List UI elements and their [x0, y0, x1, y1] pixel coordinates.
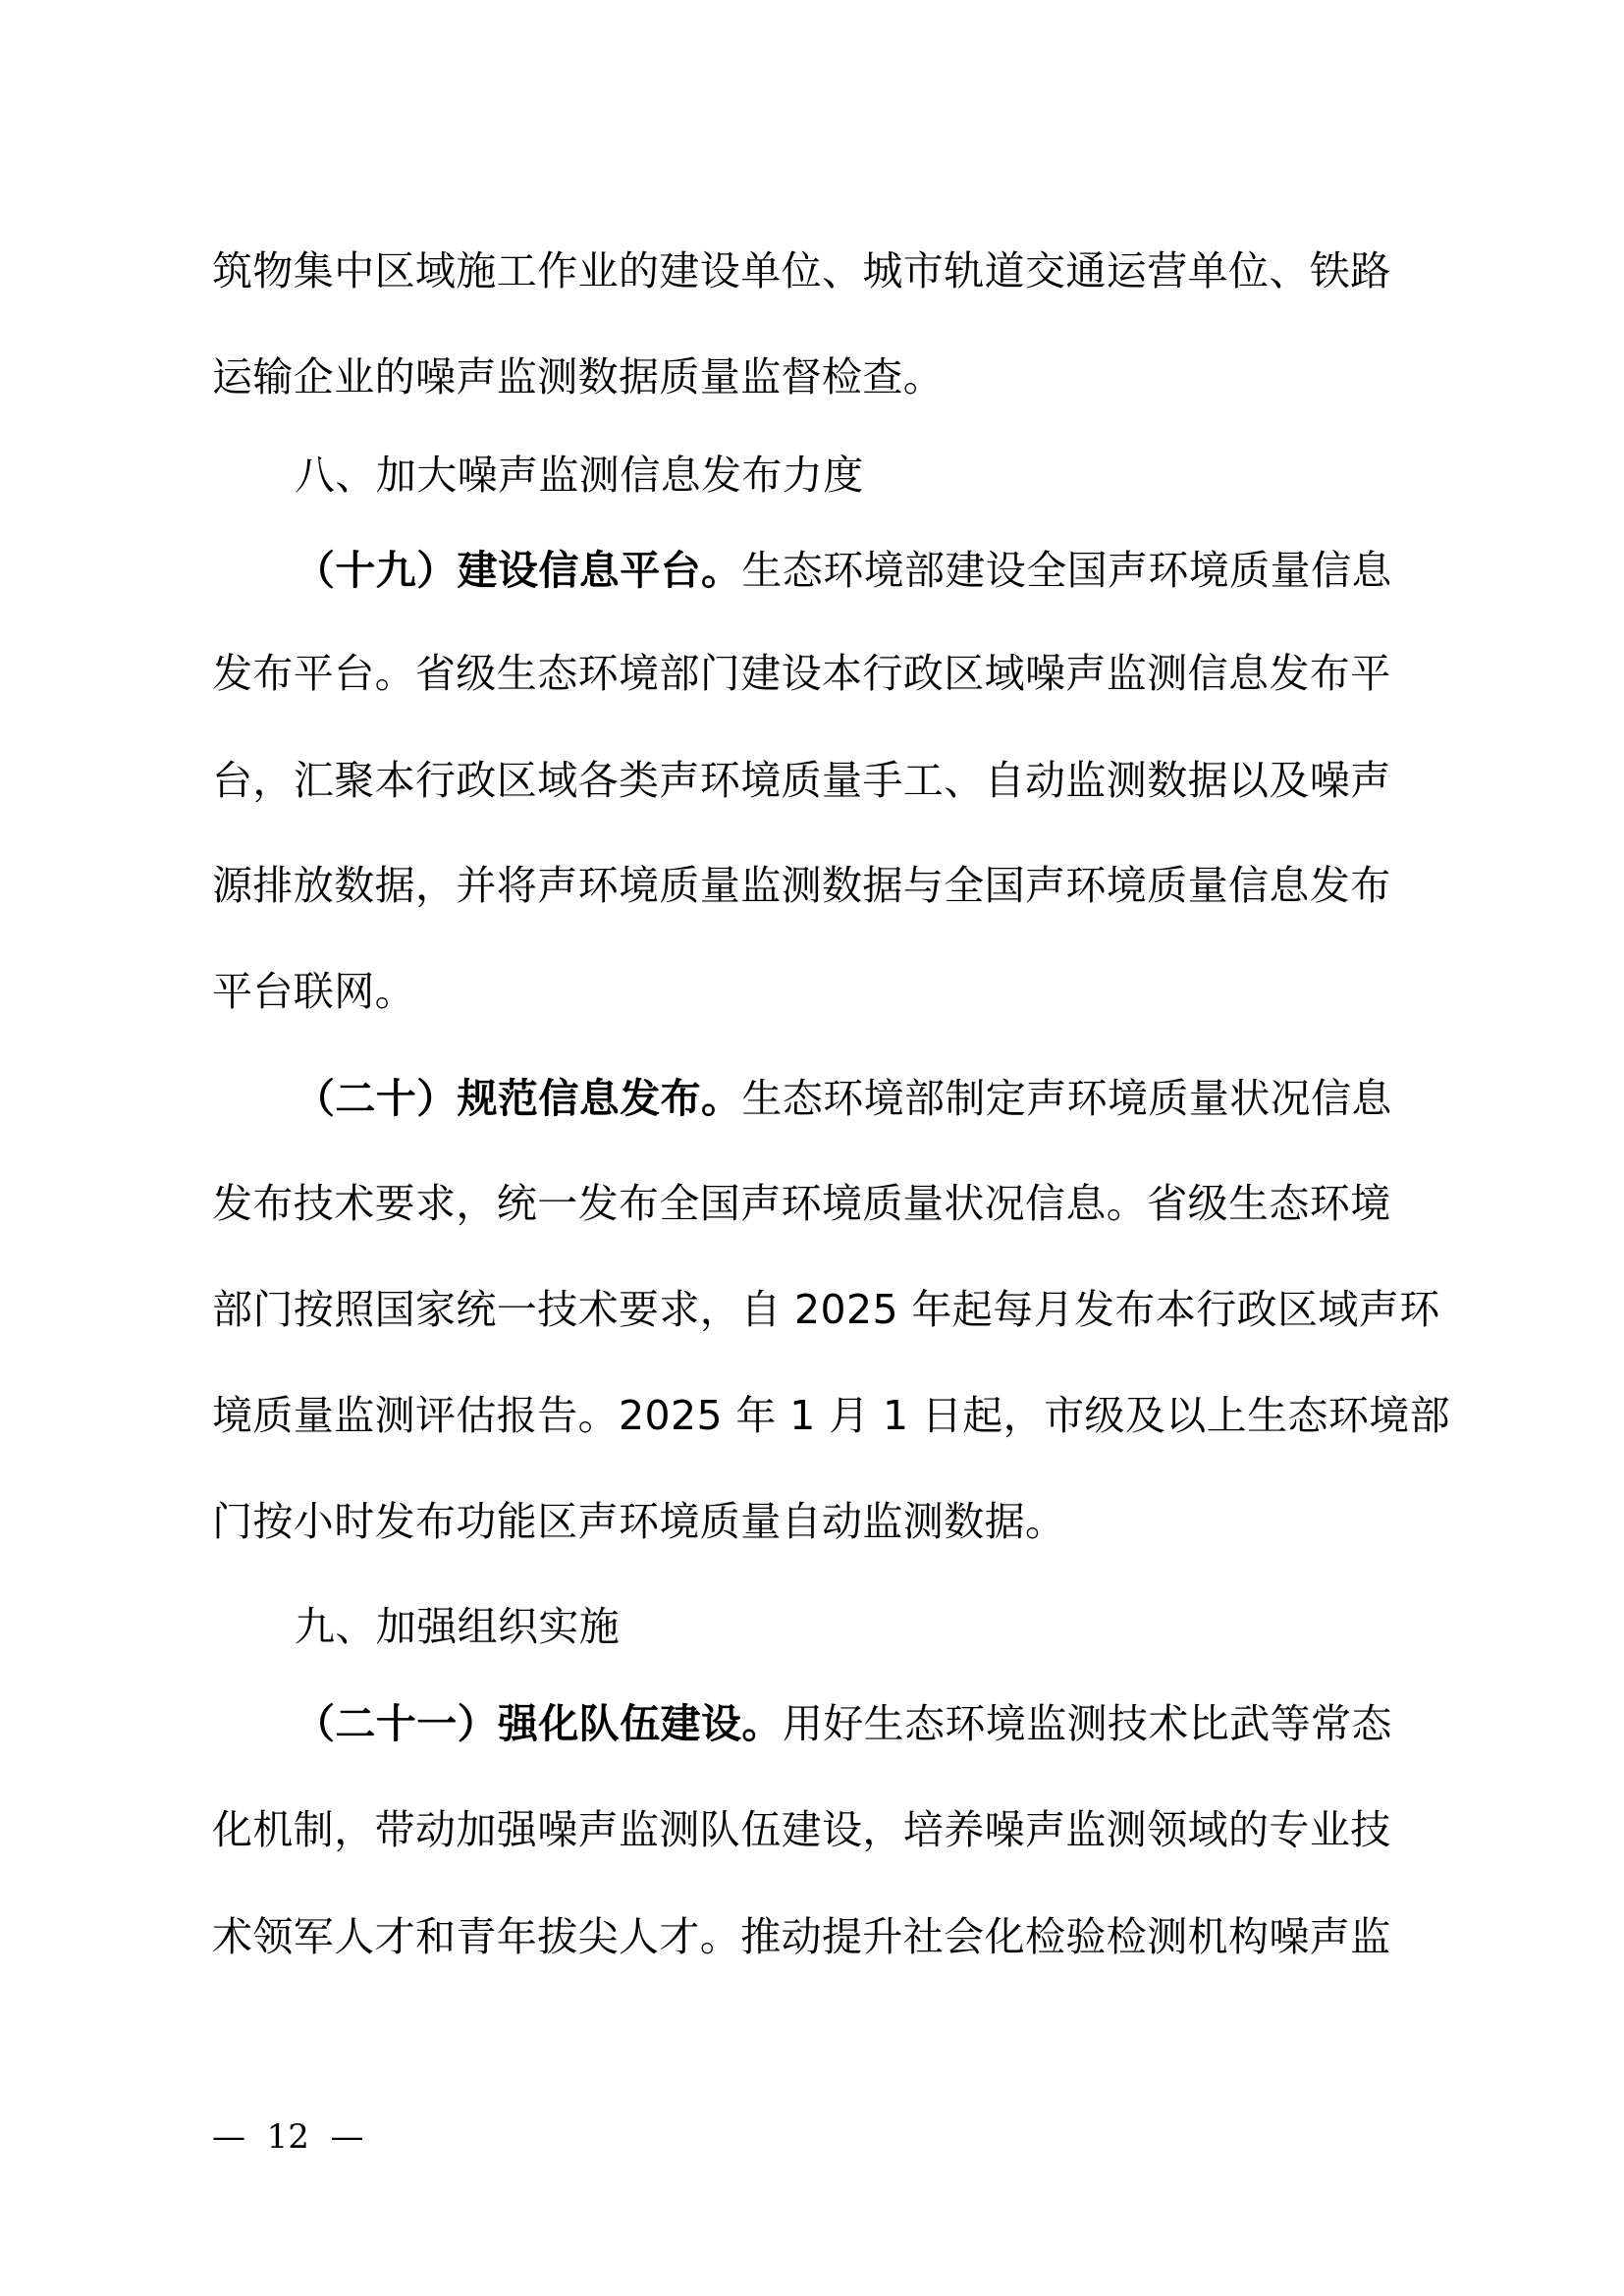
body-text-run: 生态环境部建设全国声环境质量信息: [741, 547, 1392, 594]
body-text-line: 运输企业的噪声监测数据质量监督检查。: [212, 353, 945, 400]
body-text-line: 发布平台。省级生态环境部门建设本行政区域噪声监测信息发布平: [212, 650, 1391, 697]
body-text-run: 用好生态环境监测技术比武等常态: [782, 1700, 1392, 1747]
body-text-line: 境质量监测评估报告。2025 年 1 月 1 日起，市级及以上生态环境部: [212, 1392, 1451, 1439]
body-text-line: 部门按照国家统一技术要求，自 2025 年起每月发布本行政区域声环: [212, 1286, 1440, 1333]
body-text-line: 平台联网。: [212, 968, 415, 1015]
body-text-line: 门按小时发布功能区声环境质量自动监测数据。: [212, 1498, 1066, 1545]
subheading-21: （二十一）强化队伍建设。: [295, 1700, 783, 1747]
subheading-19: （十九）建设信息平台。: [295, 547, 742, 594]
body-text-line: 筑物集中区域施工作业的建设单位、城市轨道交通运营单位、铁路: [212, 247, 1391, 294]
body-text-line: 化机制，带动加强噪声监测队伍建设，培养噪声监测领域的专业技: [212, 1806, 1391, 1853]
section-heading-9: 九、加强组织实施: [295, 1603, 621, 1650]
body-text-line: 台，汇聚本行政区域各类声环境质量手工、自动监测数据以及噪声: [212, 757, 1391, 804]
paragraph-20-first-line: [295, 1073, 1392, 1124]
body-text-line: 术领军人才和青年拔尖人才。推动提升社会化检验检测机构噪声监: [212, 1913, 1391, 1960]
subheading-20: （二十）规范信息发布。: [295, 1075, 742, 1122]
body-text-line: 发布技术要求，统一发布全国声环境质量状况信息。省级生态环境: [212, 1180, 1391, 1227]
paragraph-19-first-line: [295, 545, 1392, 596]
section-heading-8: 八、加大噪声监测信息发布力度: [295, 452, 864, 499]
paragraph-21-first-line: [295, 1698, 1392, 1749]
page-number: — 12 —: [212, 2117, 364, 2157]
body-text-run: 生态环境部制定声环境质量状况信息: [741, 1075, 1392, 1122]
body-text-line: 源排放数据，并将声环境质量监测数据与全国声环境质量信息发布: [212, 862, 1391, 909]
